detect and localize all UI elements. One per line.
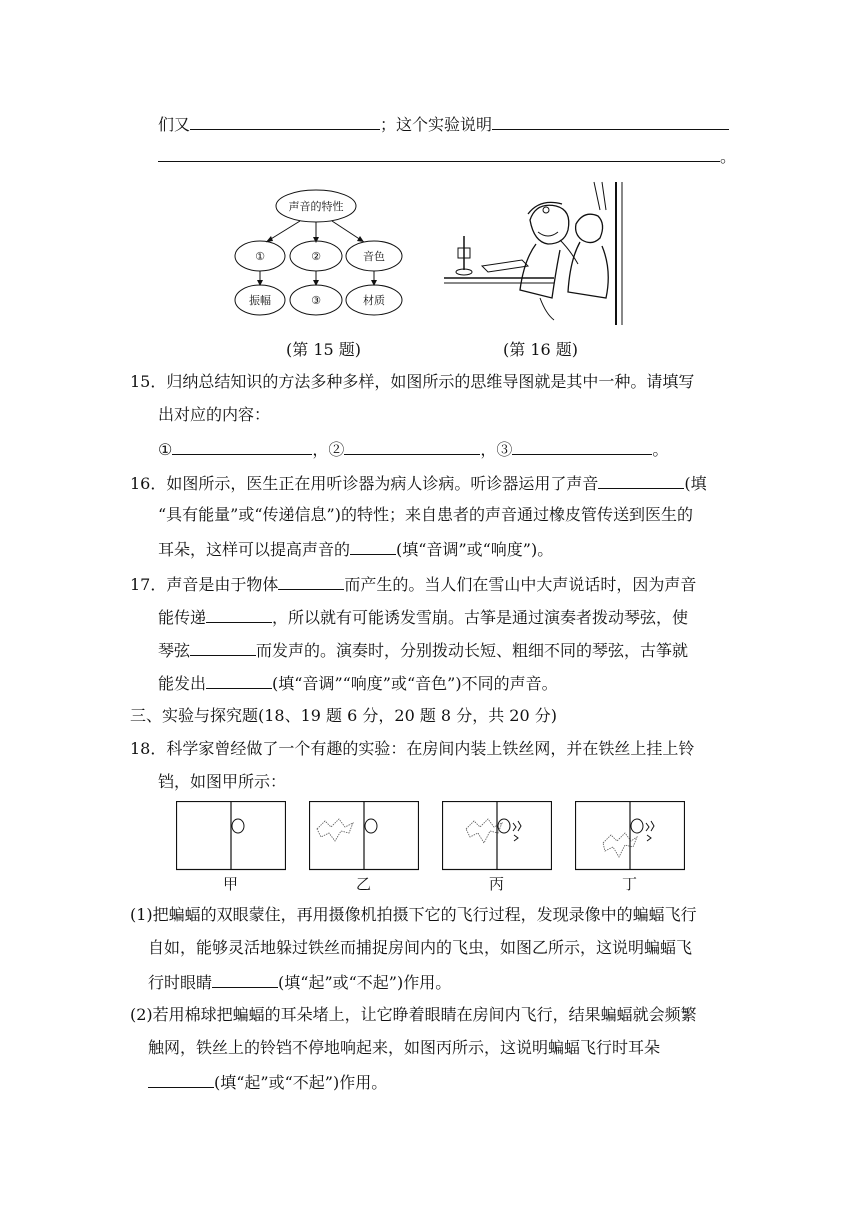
answer-blank[interactable]	[492, 113, 729, 130]
text-segment: 行时眼睛	[148, 973, 213, 992]
mind-map-figure	[230, 185, 415, 320]
q17-line-3	[158, 639, 688, 661]
diagram-label-jia: 甲	[223, 875, 239, 893]
text-segment: (填“音调”或“响度”)。	[396, 540, 554, 559]
q18-part1-line-3	[148, 971, 451, 993]
room-diagram-yi	[309, 801, 419, 871]
answer-blank[interactable]	[206, 606, 272, 623]
answer-blank[interactable]	[158, 145, 720, 162]
arrowhead	[313, 237, 319, 243]
answer-blank[interactable]	[190, 113, 380, 130]
figure-15-caption: (第 15 题)	[286, 340, 362, 359]
room-diagram-ding	[575, 801, 685, 871]
room-diagram-bing	[442, 801, 552, 871]
q15-answer-line	[158, 438, 668, 460]
q16-line-3	[158, 538, 553, 560]
bell-icon	[365, 819, 377, 833]
text-segment: 。	[720, 147, 737, 166]
arrowhead	[357, 236, 364, 242]
patient-body	[568, 242, 608, 298]
book	[482, 260, 528, 272]
answer-blank-2[interactable]	[344, 438, 480, 455]
mind-map-child-3-label: 材质	[363, 294, 385, 307]
text-segment: 。	[652, 440, 669, 459]
ringing-icon	[646, 821, 654, 841]
text-segment: ，所以就有可能诱发雪崩。古筝是通过演奏者拨动琴弦，使	[272, 608, 689, 627]
bell-icon	[232, 819, 244, 833]
answer-blank[interactable]	[350, 538, 396, 555]
text-segment: 17．声音是由于物体	[130, 575, 279, 594]
text-segment: 能发出	[158, 674, 207, 693]
continuation-line-1	[158, 113, 729, 135]
q18-line-1: 18．科学家曾经做了一个有趣的实验：在房间内装上铁丝网，并在铁丝上挂上铃	[130, 739, 695, 758]
answer-blank[interactable]	[190, 639, 256, 656]
text-segment: 琴弦	[158, 641, 191, 660]
q15-line-1: 15．归纳总结知识的方法多种多样，如图所示的思维导图就是其中一种。请填写	[130, 372, 695, 391]
q18-part2-line-1: (2)若用棉球把蝙蝠的耳朵堵上，让它睁着眼睛在房间内飞行，结果蝙蝠就会频繁	[130, 1005, 697, 1024]
bat-icon	[603, 833, 637, 857]
q17-line-1	[130, 573, 696, 595]
background-hatching	[594, 182, 600, 210]
answer-blank-3[interactable]	[512, 438, 652, 455]
mind-map-node-3-label: 音色	[363, 250, 385, 263]
ringing-icon	[513, 821, 521, 841]
mind-map-child-1-label: 振幅	[249, 294, 271, 307]
mind-map-node-1-label: ①	[255, 250, 265, 263]
text-segment: (填	[684, 474, 707, 493]
cap-emblem	[543, 207, 549, 213]
doctor-cap	[528, 202, 562, 214]
bell-icon	[631, 819, 643, 833]
text-segment: ，②	[312, 440, 345, 459]
answer-blank-1[interactable]	[172, 438, 312, 455]
mind-map-node-2-label: ②	[311, 250, 321, 263]
bell-icon	[498, 819, 510, 833]
doctor-head	[530, 205, 569, 244]
text-segment: (填“起”或“不起”)作用。	[214, 1073, 388, 1092]
mind-map-root-label: 声音的特性	[288, 200, 344, 213]
diagram-label-bing: 丙	[489, 875, 505, 893]
answer-blank[interactable]	[206, 672, 272, 689]
bat-icon	[317, 819, 353, 841]
text-segment: (填“起”或“不起”)作用。	[278, 973, 452, 992]
text-segment: 耳朵，这样可以提高声音的	[158, 540, 351, 559]
patient-head	[576, 214, 603, 242]
q15-line-2: 出对应的内容：	[158, 405, 271, 424]
doctor-mustache	[538, 232, 558, 236]
text-segment: 而产生的。当人们在雪山中大声说话时，因为声音	[344, 575, 697, 594]
answer-blank[interactable]	[148, 1071, 214, 1088]
text-segment: (填“音调”“响度”或“音色”)不同的声音。	[272, 674, 558, 693]
q18-part1-line-1: (1)把蝙蝠的双眼蒙住，再用摄像机拍摄下它的飞行过程，发现录像中的蝙蝠飞行	[130, 905, 697, 924]
q18-part1-line-2: 自如，能够灵活地躲过铁丝而捕捉房间内的飞虫，如图乙所示，这说明蝙蝠飞	[148, 938, 693, 957]
q17-line-4	[158, 672, 558, 694]
answer-blank[interactable]	[212, 971, 278, 988]
answer-blank[interactable]	[278, 573, 344, 590]
continuation-line-2	[158, 145, 736, 167]
q17-line-2	[158, 606, 688, 628]
q18-part2-line-2: 触网，铁丝上的铃铛不停地响起来，如图丙所示，这说明蝙蝠飞行时耳朵	[148, 1038, 661, 1057]
room-diagram-jia	[176, 801, 286, 871]
text-segment: ；这个实验说明	[380, 115, 493, 134]
diagram-label-ding: 丁	[622, 875, 638, 893]
q18-line-2: 铛，如图甲所示：	[158, 772, 287, 791]
answer-blank[interactable]	[598, 472, 684, 489]
text-segment: 能传递	[158, 608, 207, 627]
q16-line-2: “具有能量”或“传递信息”)的特性；来自患者的声音通过橡皮管传送到医生的	[158, 505, 693, 524]
text-segment: ，③	[480, 440, 513, 459]
text-segment: 16．如图所示，医生正在用听诊器为病人诊病。听诊器运用了声音	[130, 474, 599, 493]
diagram-label-yi: 乙	[356, 875, 372, 893]
background-hatching	[602, 182, 606, 210]
doctor-stethoscope-illustration	[444, 180, 629, 325]
mind-map-child-2-label: ③	[311, 294, 321, 307]
figure-16-caption: (第 16 题)	[503, 340, 579, 359]
doctor-arm	[540, 298, 554, 320]
doctor-body	[520, 244, 560, 298]
text-segment: ①	[158, 440, 173, 459]
text-segment: 们又	[158, 115, 191, 134]
section-3-heading: 三、实验与探究题(18、19 题 6 分，20 题 8 分，共 20 分)	[130, 706, 557, 725]
text-segment: 而发声的。演奏时，分别拨动长短、粗细不同的琴弦，古筝就	[256, 641, 689, 660]
q18-part2-line-3	[148, 1071, 387, 1093]
q16-line-1	[130, 472, 707, 494]
